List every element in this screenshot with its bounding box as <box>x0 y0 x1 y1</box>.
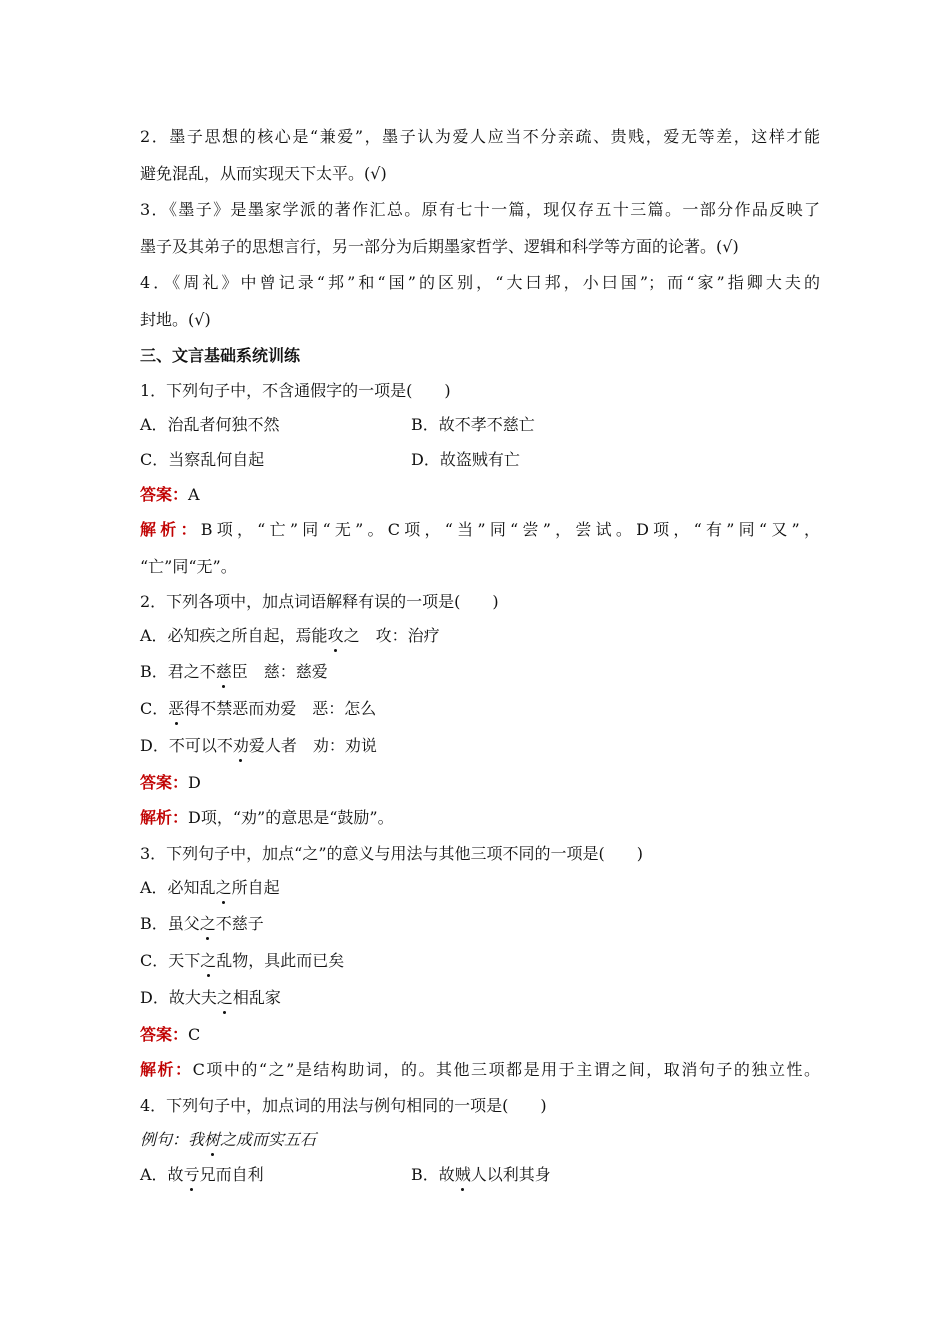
q4-stem: 4．下列句子中，加点词的用法与例句相同的一项是( ) <box>140 1096 547 1115</box>
judge-3-line2: 墨子及其弟子的思想言行，另一部分为后期墨家哲学、逻辑和科学等方面的论著。(√) <box>140 237 739 256</box>
q3-analysis <box>140 1059 820 1081</box>
q1-option-a: A．治乱者何独不然 <box>140 415 280 434</box>
q1-stem: 1．下列句子中，不含通假字的一项是( ) <box>140 381 451 400</box>
q4-a-pre: A．故 <box>140 1165 184 1184</box>
q2-a-dotted-word: 攻 <box>327 626 344 645</box>
q2-answer <box>140 772 820 794</box>
q4-options-ab <box>140 1164 820 1186</box>
q4-a-dotted-word: 亏 <box>183 1165 200 1184</box>
q3-analysis-text: C项中的“之”是结构助词，的。其他三项都是用于主谓之间，取消句子的独立性。 <box>192 1060 820 1079</box>
q3-d-pre: D．故大夫 <box>140 988 217 1007</box>
q2-b-dotted-word: 慈 <box>215 662 232 681</box>
judge-3-line1: 3．《墨子》是墨家学派的著作汇总。原有七十一篇，现仅存五十三篇。一部分作品反映了 <box>140 200 820 219</box>
q2-option-c <box>140 698 820 720</box>
q2-analysis <box>140 807 820 829</box>
q3-a-post: 所自起 <box>231 878 280 897</box>
q3-option-d <box>140 987 820 1009</box>
q2-d-pre: D．不可以不 <box>140 736 233 755</box>
q3-d-post: 相乱家 <box>232 988 281 1007</box>
q1-answer <box>140 484 820 506</box>
q3-b-post: 不慈子 <box>215 914 264 933</box>
q2-c-pre: C． <box>140 699 169 718</box>
q4-b-dotted-word: 贼 <box>454 1165 471 1184</box>
q4-example-pre: 例句：我 <box>140 1130 205 1149</box>
q3-stem: 3．下列句子中，加点“之”的意义与用法与其他三项不同的一项是( ) <box>140 844 644 863</box>
q2-d-post: 爱人者 劝：劝说 <box>248 736 377 755</box>
q1-options-cd <box>140 449 820 471</box>
q3-option-c <box>140 950 820 972</box>
q3-c-post: 乱物，具此而已矣 <box>216 951 345 970</box>
q4-b-post: 人以利其身 <box>470 1165 551 1184</box>
q3-b-pre: B．虽父 <box>140 914 200 933</box>
q3-option-b <box>140 913 820 935</box>
q4-option-b <box>411 1164 551 1186</box>
q3-c-pre: C．天下 <box>140 951 201 970</box>
q1-option-c: C．当察乱何自起 <box>140 450 265 469</box>
answer-label: 答案： <box>140 773 189 792</box>
judge-4-line2: 封地。(√) <box>140 310 211 329</box>
q2-b-post: 臣 慈：慈爱 <box>231 662 328 681</box>
analysis-label: 解析： <box>140 1060 193 1079</box>
q3-a-dotted-word: 之 <box>215 878 232 897</box>
analysis-label: 解析： <box>140 808 189 827</box>
q3-answer-value: C <box>188 1025 201 1044</box>
q1-options-ab <box>140 414 820 436</box>
answer-label: 答案： <box>140 1025 189 1044</box>
q2-a-pre: A．必知疾之所自起，焉能 <box>140 626 328 645</box>
judge-2-line1: 2．墨子思想的核心是“兼爱”，墨子认为爱人应当不分亲疏、贵贱，爱无等差，这样才能 <box>140 127 820 146</box>
q4-example-dotted-word: 树 <box>204 1130 221 1149</box>
q3-c-dotted-word: 之 <box>200 951 217 970</box>
judge-2-line2: 避免混乱，从而实现天下太平。(√) <box>140 164 387 183</box>
q3-option-a <box>140 877 820 899</box>
q2-option-d <box>140 735 820 757</box>
analysis-label: 解析： <box>140 520 201 539</box>
q3-d-dotted-word: 之 <box>216 988 233 1007</box>
q4-option-a <box>140 1165 264 1184</box>
q3-b-dotted-word: 之 <box>199 914 216 933</box>
judge-4-line1: 4．《周礼》中曾记录“邦”和“国”的区别，“大曰邦，小曰国”；而“家”指卿大夫的 <box>140 273 820 292</box>
q2-c-post: 得不禁恶而劝爱 恶：怎么 <box>184 699 377 718</box>
section-title: 三、文言基础系统训练 <box>140 346 301 365</box>
q4-a-post: 兄而自利 <box>199 1165 264 1184</box>
q4-example <box>140 1129 820 1151</box>
q2-a-post: 之 攻：治疗 <box>343 626 440 645</box>
q2-analysis-text: D项，“劝”的意思是“鼓励”。 <box>188 808 394 827</box>
q1-analysis-line2: “亡”同“无”。 <box>140 557 237 576</box>
q2-answer-value: D <box>188 773 201 792</box>
q1-answer-value: A <box>188 485 200 504</box>
q4-example-post: 之成而实五石 <box>220 1130 317 1149</box>
q1-option-b: B．故不孝不慈亡 <box>411 415 535 434</box>
q3-answer <box>140 1024 820 1046</box>
q2-b-pre: B．君之不 <box>140 662 216 681</box>
q2-stem: 2．下列各项中，加点词语解释有误的一项是( ) <box>140 592 499 611</box>
q3-a-pre: A．必知乱 <box>140 878 216 897</box>
q1-analysis-line1 <box>140 519 820 541</box>
q2-d-dotted-word: 劝 <box>232 736 249 755</box>
q4-b-pre: B．故 <box>411 1165 455 1184</box>
q1-option-d: D．故盗贼有亡 <box>411 450 520 469</box>
q2-option-a <box>140 625 820 647</box>
q2-option-b <box>140 661 820 683</box>
q1-analysis-text: B项，“亡”同“无”。C项，“当”同“尝”，尝试。D项，“有”同“又”， <box>200 520 820 539</box>
q2-c-dotted-word: 恶 <box>168 699 185 718</box>
answer-label: 答案： <box>140 485 189 504</box>
